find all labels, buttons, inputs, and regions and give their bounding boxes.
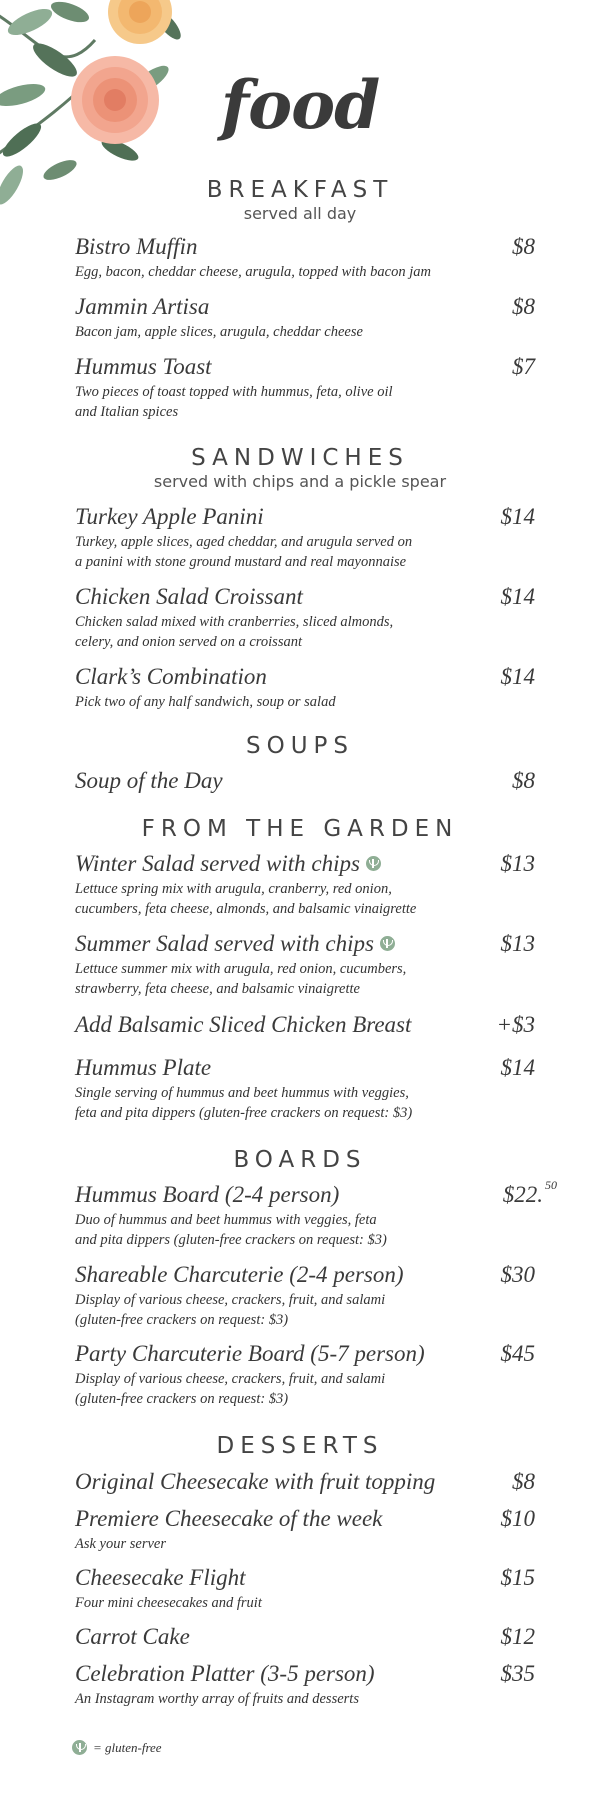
item-description: Display of various cheese, crackers, fruit, and salami (gluten-free crackers on request: $3) bbox=[75, 1292, 386, 1328]
item-description: An Instagram worthy array of fruits and desserts bbox=[75, 1691, 359, 1708]
item-price: $8 bbox=[512, 294, 535, 319]
menu-item bbox=[75, 664, 535, 713]
item-name bbox=[75, 851, 535, 877]
item-name: Carrot Cake bbox=[75, 1624, 190, 1649]
item-price: +$3 bbox=[496, 1012, 535, 1037]
item-price: $13 bbox=[500, 931, 535, 956]
item-price: $8 bbox=[512, 1469, 535, 1494]
item-price: $12 bbox=[500, 1624, 535, 1649]
section-garden bbox=[0, 817, 600, 842]
item-description: Bacon jam, apple slices, arugula, cheddar cheese bbox=[75, 324, 363, 341]
menu-item bbox=[75, 1262, 535, 1331]
item-name: Party Charcuterie Board (5-7 person) bbox=[75, 1341, 425, 1366]
item-price: $14 bbox=[500, 664, 535, 689]
item-price: $45 bbox=[500, 1341, 535, 1366]
item-name: Shareable Charcuterie (2-4 person) bbox=[75, 1262, 404, 1287]
item-price: $15 bbox=[500, 1565, 535, 1590]
section-breakfast bbox=[0, 178, 600, 223]
item-name: Premiere Cheesecake of the week bbox=[75, 1506, 383, 1531]
item-price: $35 bbox=[500, 1661, 535, 1686]
gluten-free-icon bbox=[366, 856, 381, 871]
item-description: Chicken salad mixed with cranberries, sliced almonds, celery, and onion served on a croissant bbox=[75, 614, 394, 650]
menu-item bbox=[75, 1055, 535, 1124]
item-price: $7 bbox=[512, 354, 535, 379]
item-name bbox=[75, 931, 535, 957]
item-price: $8 bbox=[512, 234, 535, 259]
item-price: $14 bbox=[500, 1055, 535, 1080]
menu-item bbox=[75, 768, 535, 794]
item-description: Single serving of hummus and beet hummus with veggies, feta and pita dippers (gluten-free crackers on request: $3) bbox=[75, 1085, 413, 1121]
item-price bbox=[502, 1178, 557, 1208]
section-desserts bbox=[0, 1434, 600, 1459]
menu-item bbox=[75, 1012, 535, 1038]
menu-item bbox=[75, 1178, 557, 1251]
item-description: Display of various cheese, crackers, fruit, and salami (gluten-free crackers on request: $3) bbox=[75, 1371, 386, 1407]
item-description: Ask your server bbox=[75, 1536, 167, 1553]
section-soups bbox=[0, 734, 600, 759]
item-name-text: Summer Salad served with chips bbox=[75, 931, 374, 956]
gluten-free-icon bbox=[380, 936, 395, 951]
menu-item bbox=[75, 504, 535, 573]
section-title: DESSERTS bbox=[216, 1433, 384, 1459]
item-name: Bistro Muffin bbox=[75, 234, 198, 259]
item-description: Duo of hummus and beet hummus with veggies, feta and pita dippers (gluten-free crackers on request: $3) bbox=[75, 1212, 387, 1248]
menu-item bbox=[75, 1661, 535, 1710]
item-name: Jammin Artisa bbox=[75, 294, 210, 319]
item-description: Lettuce summer mix with arugula, red onion, cucumbers, strawberry, feta cheese, and balsamic vinaigrette bbox=[75, 961, 407, 997]
item-price: $14 bbox=[500, 504, 535, 529]
section-title: SANDWICHES bbox=[191, 445, 409, 471]
item-name: Cheesecake Flight bbox=[75, 1565, 246, 1590]
item-price: $13 bbox=[500, 851, 535, 876]
item-name: Hummus Toast bbox=[75, 354, 212, 379]
menu-item bbox=[75, 234, 535, 283]
item-name: Original Cheesecake with fruit topping bbox=[75, 1469, 436, 1494]
item-name: Turkey Apple Panini bbox=[75, 504, 264, 529]
section-title: SOUPS bbox=[245, 733, 354, 759]
item-name: Clark’s Combination bbox=[75, 664, 267, 689]
item-name: Celebration Platter (3-5 person) bbox=[75, 1661, 375, 1686]
item-description: Egg, bacon, cheddar cheese, arugula, topped with bacon jam bbox=[75, 264, 431, 281]
section-boards bbox=[0, 1148, 600, 1173]
section-title: BOARDS bbox=[233, 1147, 367, 1173]
menu-item bbox=[75, 584, 535, 653]
item-price: $30 bbox=[500, 1262, 535, 1287]
legend-text: = gluten-free bbox=[93, 1740, 162, 1755]
menu-item bbox=[75, 1565, 535, 1614]
price-cents: 50 bbox=[545, 1178, 557, 1192]
menu-item bbox=[75, 851, 535, 920]
menu-item bbox=[75, 1341, 535, 1410]
item-name-text: Winter Salad served with chips bbox=[75, 851, 360, 876]
item-name: Add Balsamic Sliced Chicken Breast bbox=[75, 1012, 412, 1037]
item-description: Turkey, apple slices, aged cheddar, and arugula served on a panini with stone ground mustard and real mayonnaise bbox=[75, 534, 413, 570]
menu-item bbox=[75, 1469, 535, 1495]
item-price: $8 bbox=[512, 768, 535, 793]
item-price: $10 bbox=[500, 1506, 535, 1531]
gluten-free-legend bbox=[72, 1740, 162, 1757]
gluten-free-icon bbox=[72, 1740, 87, 1755]
menu-item bbox=[75, 354, 535, 423]
item-name: Chicken Salad Croissant bbox=[75, 584, 303, 609]
item-name: Hummus Plate bbox=[75, 1055, 212, 1080]
menu-item bbox=[75, 1624, 535, 1650]
item-description: Four mini cheesecakes and fruit bbox=[75, 1595, 262, 1612]
menu-item bbox=[75, 931, 535, 1000]
item-description: Pick two of any half sandwich, soup or salad bbox=[75, 694, 336, 711]
menu-item bbox=[75, 294, 535, 343]
item-name: Soup of the Day bbox=[75, 768, 223, 793]
item-description: Lettuce spring mix with arugula, cranberry, red onion, cucumbers, feta cheese, almonds, and balsamic vinaigrette bbox=[75, 881, 417, 917]
section-title: BREAKFAST bbox=[206, 177, 394, 203]
item-description: Two pieces of toast topped with hummus, feta, olive oil and Italian spices bbox=[75, 384, 393, 420]
menu-item bbox=[75, 1506, 535, 1555]
menu-title: food bbox=[220, 66, 380, 144]
section-subtitle: served all day bbox=[243, 204, 357, 224]
item-price: $14 bbox=[500, 584, 535, 609]
item-name: Hummus Board (2-4 person) bbox=[75, 1182, 340, 1207]
price-dollars: $22. bbox=[502, 1182, 543, 1207]
section-subtitle: served with chips and a pickle spear bbox=[153, 472, 447, 492]
section-sandwiches bbox=[0, 446, 600, 491]
section-title: FROM THE GARDEN bbox=[141, 816, 459, 842]
